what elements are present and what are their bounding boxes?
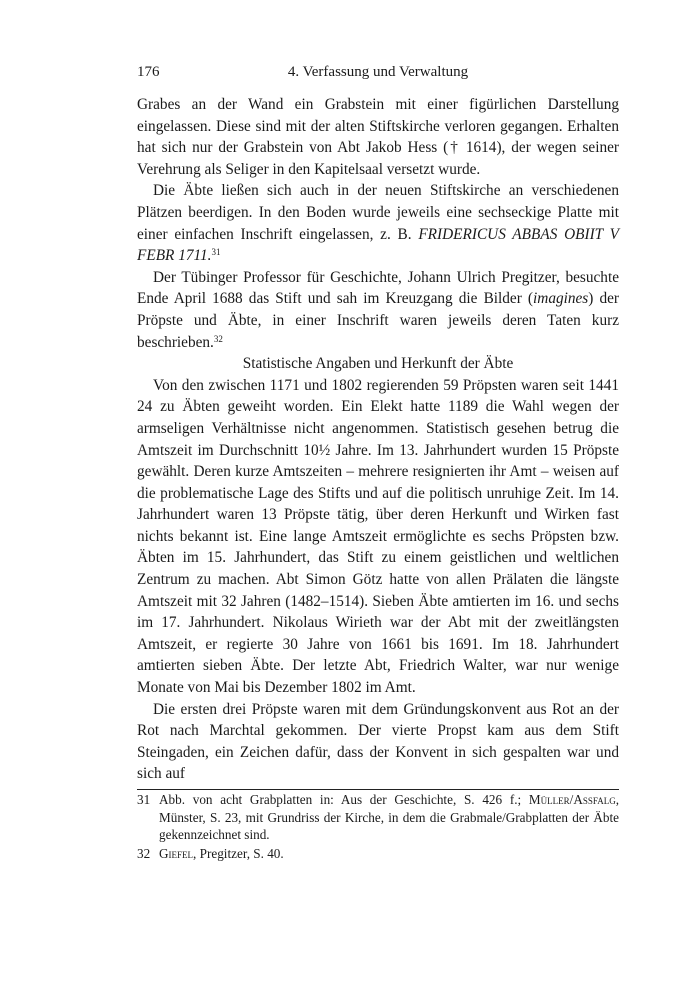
footnote-number: 32 bbox=[137, 845, 151, 861]
author-name: Müller bbox=[528, 792, 570, 807]
footnote-rule bbox=[137, 789, 619, 790]
slash: / bbox=[569, 792, 574, 807]
body-text bbox=[137, 94, 619, 785]
page-number: 176 bbox=[137, 64, 160, 80]
paragraph-1: Grabes an der Wand ein Grabstein mit einer figürlichen Darstellung eingelassen. Diese sind mit der alten Stiftskirche verloren gegangen. Erhalten hat sich nur der Grabstein von Abt Jakob Hess († 1614), der wegen seiner Verehrung als Seliger in den Kapitelsaal versetzt wurde. bbox=[137, 96, 619, 178]
footnote-number: 31 bbox=[137, 792, 151, 807]
paragraph-2-text: Die Äbte ließen sich auch in der neuen Stiftskirche an verschiedenen Plätzen beerdigen. In den Boden wurde jeweils eine sechseckige Platte mit einer einfachen Inschrift eingelassen, z. B. bbox=[137, 182, 619, 243]
inscription: FRIDERICUS ABBAS OBIIT V FEBR 1711. bbox=[137, 225, 619, 265]
paragraph-5: Die ersten drei Pröpste waren mit dem Gründungskonvent aus Rot an der Rot nach Marchtal gekommen. Der vierte Propst kam aus dem Stift Steingaden, ein Zeichen dafür, dass der Konvent in sich gespalten war und sich auf bbox=[137, 700, 619, 783]
footnote-text-a: Abb. von acht Grabplatten in: Aus der Geschichte, S. 426 f.; bbox=[159, 792, 529, 807]
paragraph-3 bbox=[137, 267, 619, 353]
page-header bbox=[137, 61, 619, 83]
author-name: Giefel bbox=[159, 845, 194, 861]
paragraph-4: Von den zwischen 1171 und 1802 regierenden 59 Pröpsten waren seit 1441 24 zu Äbten geweiht worden. Ein Elekt hatte 1189 die Wahl wegen der armseligen Verhältnisse nicht angenommen. Statistisch gesehen betrug die Amtszeit im Durchschnitt 10½ Jahre. Im 13. Jahrhundert wurden 15 Pröpste gewählt. Deren kurze Amtszeiten – mehrere resignierten ihr Amt – weisen auf die problematische Lage des Stifts und auf die politisch unruhige Zeit. Im 14. Jahrhundert waren 13 Pröpste tätig, über deren Herkunft und Wirken fast nichts bekannt ist. Eine lange Amtszeit ermöglichte es sechs Pröpsten bzw. Äbten im 15. Jahrhundert, das Stift zu einem geistlichen und weltlichen Zentrum zu machen. Abt Simon Götz hatte von allen Prälaten die längste Amtszeit mit 32 Jahren (1482–1514). Sieben Äbte amtierten im 16. und sechs im 17. Jahrhundert. Nikolaus Wirieth war der Abt mit der zweitlängsten Amtszeit, er regierte 30 Jahre von 1661 bis 1691. Im 18. Jahrhundert amtierten sieben Äbte. Der letzte Abt, Friedrich Walter, war nur wenige Monate von Mai bis Dezember 1802 im Amt. bbox=[137, 376, 619, 697]
footnote-text-b: , Pregitzer, S. 40. bbox=[193, 845, 284, 861]
footnotes bbox=[137, 791, 619, 863]
footnote-32 bbox=[137, 845, 619, 863]
paragraph-3-text-b: ) der Pröpste und Äbte, in einer Inschrift waren jeweils deren Taten kurz beschrieben. bbox=[137, 290, 619, 351]
author-name: Assfalg bbox=[573, 792, 616, 807]
italic-term: imagines bbox=[533, 290, 589, 308]
footnote-text-b: , Münster, S. 23, mit Grundriss der Kirche, in dem die Grabmale/Grabplatten der Äbte gekennzeichnet sind. bbox=[159, 792, 619, 842]
footnote-31 bbox=[137, 791, 619, 844]
paragraph-3-text-a: Der Tübinger Professor für Geschichte, Johann Ulrich Pregitzer, besuchte Ende April 1688 das Stift und sah im Kreuzgang die Bilder ( bbox=[137, 268, 619, 308]
footnote-ref-32[interactable]: 32 bbox=[213, 333, 223, 344]
footnote-ref-31[interactable]: 31 bbox=[211, 247, 221, 258]
running-title: 4. Verfassung und Verwaltung bbox=[287, 64, 469, 80]
section-title: Statistische Angaben und Herkunft der Äbte bbox=[242, 355, 514, 373]
paragraph-2 bbox=[137, 180, 619, 266]
